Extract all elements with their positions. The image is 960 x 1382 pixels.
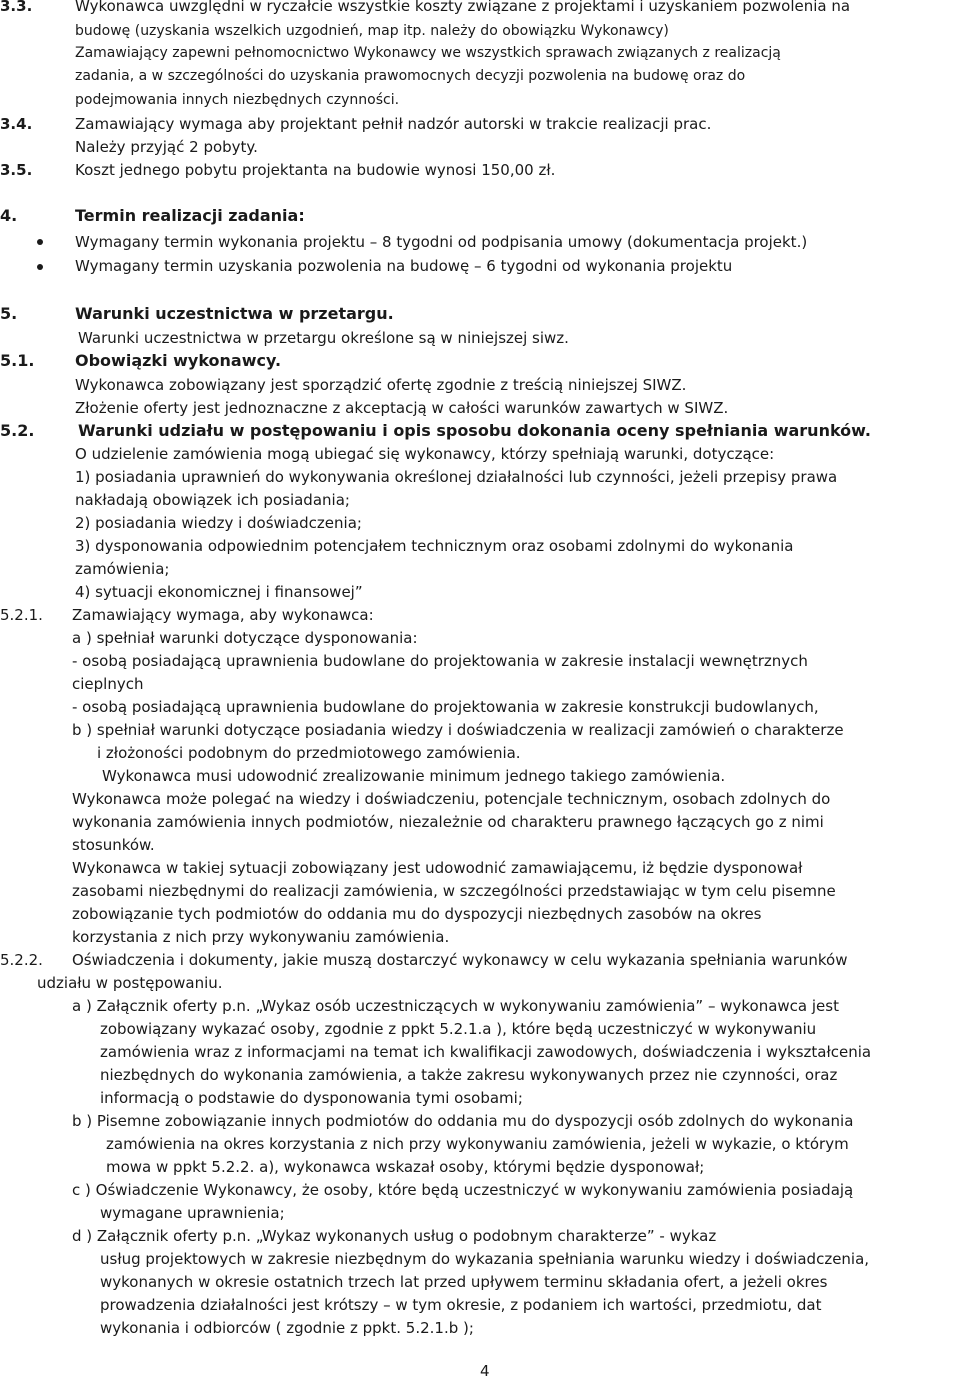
section-5-2-2-line-16: prowadzenia działalności jest krótszy – w tym okresie, z podaniem ich wartości, przedmiotu, dat (100, 1296, 822, 1314)
section-5-2-1-line-9: Wykonawca może polegać na wiedzy i doświadczeniu, potencjale technicznym, osobach zdolnych do (72, 790, 831, 808)
section-5-2-2-line-6: niezbędnych do wykonania zamówienia, a także zakresu wykonywanych przez nie czynności, oraz (100, 1066, 838, 1084)
section-3-5-text: Koszt jednego pobytu projektanta na budowie wynosi 150,00 zł. (75, 161, 556, 179)
section-5-2-1-line-5: - osobą posiadającą uprawnienia budowlane do projektowania w zakresie konstrukcji budowlanych, (72, 698, 819, 716)
section-5-2-2-line-3: a ) Załącznik oferty p.n. „Wykaz osób uczestniczących w wykonywaniu zamówienia” – wykonawca jest (72, 997, 839, 1015)
section-5-2-1-line-14: zobowiązanie tych podmiotów do oddania mu do dyspozycji niezbędnych zasobów na okres (72, 905, 762, 923)
bullet-icon (37, 239, 43, 245)
section-3-4-line-1: Zamawiający wymaga aby projektant pełnił nadzór autorski w trakcie realizacji prac. (75, 115, 712, 133)
page-number: 4 (480, 1362, 490, 1380)
section-5-2-1-line-15: korzystania z nich przy wykonywaniu zamówienia. (72, 928, 450, 946)
section-5-2-2-line-15: wykonanych w okresie ostatnich trzech lat przed upływem terminu składania ofert, a jeżeli okres (100, 1273, 828, 1291)
section-5-2-2-line-10: mowa w ppkt 5.2.2. a), wykonawca wskazał osoby, którymi będzie dysponował; (106, 1158, 705, 1176)
section-4-bullet-2: Wymagany termin uzyskania pozwolenia na budowę – 6 tygodni od wykonania projektu (75, 257, 733, 275)
section-5-2-1-line-7: i złożoności podobnym do przedmiotowego zamówienia. (97, 744, 521, 762)
section-5-2-2-line-11: c ) Oświadczenie Wykonawcy, że osoby, które będą uczestniczyć w wykonywaniu zamówienia posiadają (72, 1181, 854, 1199)
section-5-2-1-line-6: b ) spełniał warunki dotyczące posiadania wiedzy i doświadczenia w realizacji zamówień o charakterze (72, 721, 844, 739)
section-5-2-2-line-8: b ) Pisemne zobowiązanie innych podmiotów do oddania mu do dyspozycji osób zdolnych do wykonania (72, 1112, 854, 1130)
section-5-2-1-line-3: - osobą posiadającą uprawnienia budowlane do projektowania w zakresie instalacji wewnętrznych (72, 652, 808, 670)
section-5-2-1-line-11: stosunków. (72, 836, 155, 854)
section-number-5: 5. (0, 304, 18, 323)
section-5-2-2-line-12: wymagane uprawnienia; (100, 1204, 285, 1222)
section-5-2-line-7: 4) sytuacji ekonomicznej i finansowej” (75, 583, 363, 601)
section-5-2-title: Warunki udziału w postępowaniu i opis sposobu dokonania oceny spełniania warunków. (78, 421, 871, 440)
section-number-5-2: 5.2. (0, 421, 35, 440)
section-5-2-2-line-17: wykonania i odbiorców ( zgodnie z ppkt. 5.2.1.b ); (100, 1319, 474, 1337)
section-5-2-line-5: 3) dysponowania odpowiednim potencjałem technicznym oraz osobami zdolnymi do wykonania (75, 537, 794, 555)
section-5-2-2-line-14: usług projektowych w zakresie niezbędnym do wykazania spełniania warunku wiedzy i doświadczenia, (100, 1250, 870, 1268)
section-5-1-line-2: Złożenie oferty jest jednoznaczne z akceptacją w całości warunków zawartych w SIWZ. (75, 399, 729, 417)
section-5-1-line-1: Wykonawca zobowiązany jest sporządzić ofertę zgodnie z treścią niniejszej SIWZ. (75, 376, 687, 394)
section-5-2-1-line-10: wykonania zamówienia innych podmiotów, niezależnie od charakteru prawnego łączących go z nimi (72, 813, 824, 831)
section-3-3-line-1: Wykonawca uwzględni w ryczałcie wszystkie koszty związane z projektami i uzyskaniem pozwolenia na (75, 0, 851, 15)
section-5-2-1-line-13: zasobami niezbędnymi do realizacji zamówienia, w szczególności przedstawiając w tym celu pisemne (72, 882, 836, 900)
section-5-2-line-1: O udzielenie zamówienia mogą ubiegać się wykonawcy, którzy spełniają warunki, dotyczące: (75, 445, 775, 463)
section-number-5-2-2: 5.2.2. (0, 951, 43, 969)
section-5-2-line-3: nakładają obowiązek ich posiadania; (75, 491, 350, 509)
section-5-2-2-line-5: zamówienia wraz z informacjami na temat ich kwalifikacji zawodowych, doświadczenia i wykształcenia (100, 1043, 872, 1061)
section-3-4-line-2: Należy przyjąć 2 pobyty. (75, 138, 258, 156)
section-5-2-line-4: 2) posiadania wiedzy i doświadczenia; (75, 514, 362, 532)
section-number-3-3: 3.3. (0, 0, 33, 15)
section-5-2-1-line-4: cieplnych (72, 675, 144, 693)
section-number-3-4: 3.4. (0, 115, 33, 133)
section-5-2-2-line-9: zamówienia na okres korzystania z nich przy wykonywaniu zamówienia, jeżeli w wykazie, o którym (106, 1135, 849, 1153)
section-3-3-line-3: Zamawiający zapewni pełnomocnictwo Wykonawcy we wszystkich sprawach związanych z realizacją (75, 45, 781, 61)
section-5-2-1-line-8: Wykonawca musi udowodnić zrealizowanie minimum jednego takiego zamówienia. (102, 767, 726, 785)
section-5-2-line-2: 1) posiadania uprawnień do wykonywania określonej działalności lub czynności, jeżeli przepisy prawa (75, 468, 838, 486)
section-5-2-2-line-1: Oświadczenia i dokumenty, jakie muszą dostarczyć wykonawcy w celu wykazania spełniania warunków (72, 951, 848, 969)
section-number-3-5: 3.5. (0, 161, 33, 179)
bullet-icon (37, 264, 43, 270)
section-3-3-line-5: podejmowania innych niezbędnych czynności. (75, 92, 400, 108)
section-5-text: Warunki uczestnictwa w przetargu określone są w niniejszej siwz. (78, 329, 569, 347)
section-5-2-1-line-1: Zamawiający wymaga, aby wykonawca: (72, 606, 374, 624)
section-4-bullet-1: Wymagany termin wykonania projektu – 8 tygodni od podpisania umowy (dokumentacja projekt.) (75, 233, 808, 251)
section-5-2-2-line-2: udziału w postępowaniu. (37, 974, 223, 992)
section-5-title: Warunki uczestnictwa w przetargu. (75, 304, 394, 323)
section-5-1-title: Obowiązki wykonawcy. (75, 351, 282, 370)
section-3-3-line-4: zadania, a w szczególności do uzyskania prawomocnych decyzji pozwolenia na budowę oraz do (75, 68, 746, 84)
section-number-5-1: 5.1. (0, 351, 35, 370)
section-5-2-1-line-2: a ) spełniał warunki dotyczące dysponowania: (72, 629, 418, 647)
section-5-2-1-line-12: Wykonawca w takiej sytuacji zobowiązany jest udowodnić zamawiającemu, iż będzie dysponował (72, 859, 803, 877)
section-number-5-2-1: 5.2.1. (0, 606, 43, 624)
section-3-3-line-2: budowę (uzyskania wszelkich uzgodnień, map itp. należy do obowiązku Wykonawcy) (75, 23, 669, 39)
section-5-2-line-6: zamówienia; (75, 560, 170, 578)
section-5-2-2-line-7: informacją o podstawie do dysponowania tymi osobami; (100, 1089, 523, 1107)
section-number-4: 4. (0, 206, 18, 225)
section-5-2-2-line-13: d ) Załącznik oferty p.n. „Wykaz wykonanych usług o podobnym charakterze” - wykaz (72, 1227, 717, 1245)
section-5-2-2-line-4: zobowiązany wykazać osoby, zgodnie z ppkt 5.2.1.a ), które będą uczestniczyć w wykonywaniu (100, 1020, 817, 1038)
section-4-title: Termin realizacji zadania: (75, 206, 305, 225)
